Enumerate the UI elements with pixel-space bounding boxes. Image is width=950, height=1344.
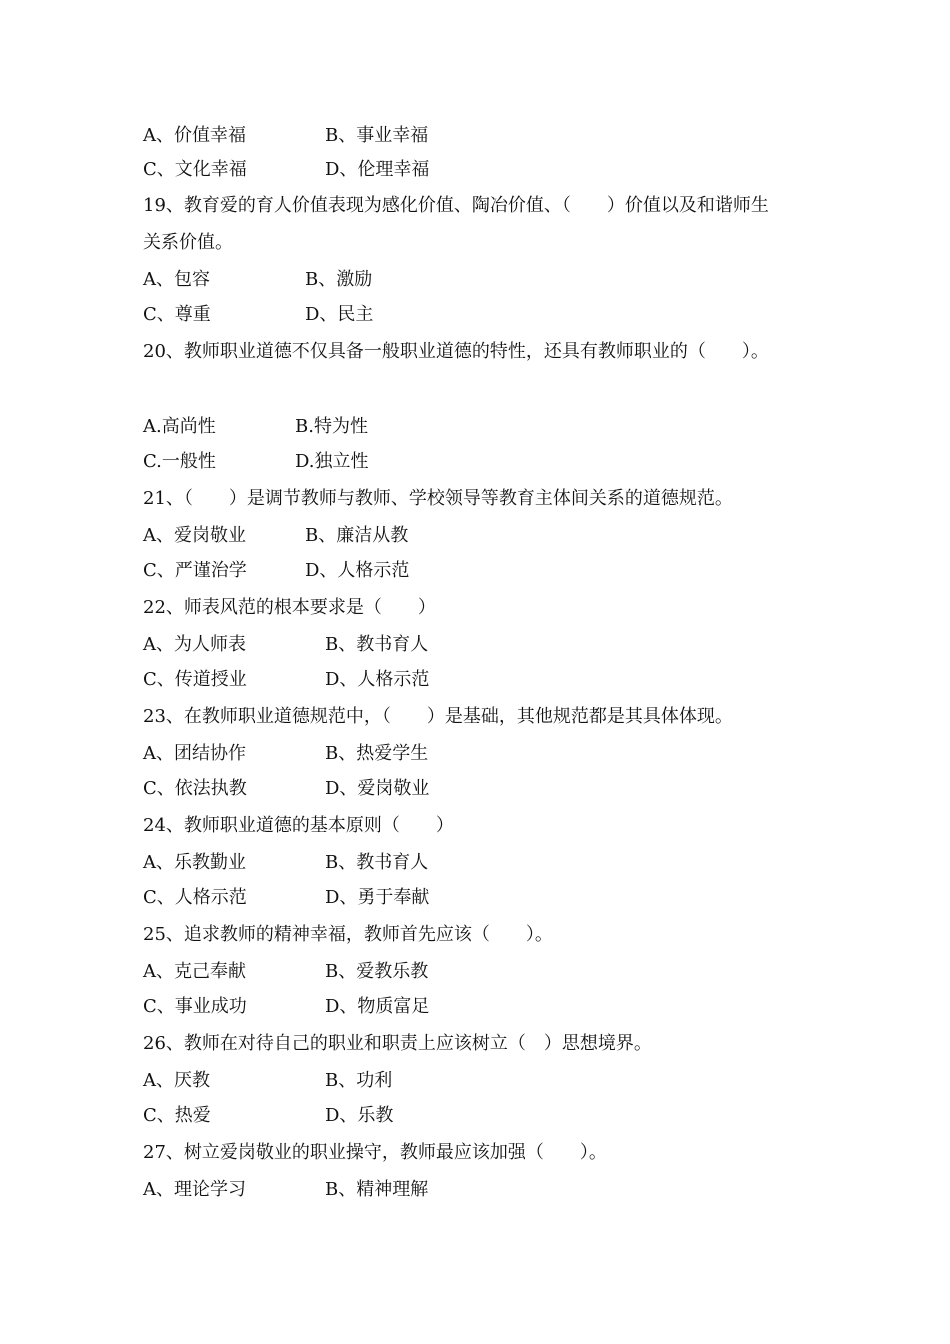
option-b: B、教书育人: [325, 852, 429, 873]
option-row: [143, 559, 409, 583]
option-c: C.一般性: [143, 451, 216, 472]
option-row: [143, 124, 428, 148]
option-b: B、激励: [305, 269, 373, 290]
option-d: D、爱岗敬业: [325, 778, 430, 799]
question-20: 20、教师职业道德不仅具备一般职业道德的特性，还具有教师职业的（ ）。: [143, 341, 769, 362]
question-24: 24、教师职业道德的基本原则（ ）: [143, 815, 454, 836]
option-row: [143, 1104, 393, 1128]
option-row: [143, 1178, 428, 1202]
option-c: C、热爱: [143, 1105, 211, 1126]
option-c: C、传道授业: [143, 669, 247, 690]
question-21: 21、（ ）是调节教师与教师、学校领导等教育主体间关系的道德规范。: [143, 488, 733, 509]
question-26: 26、教师在对待自己的职业和职责上应该树立（ ）思想境界。: [143, 1033, 652, 1054]
option-b: B、廉洁从教: [305, 525, 409, 546]
option-row: [143, 158, 429, 182]
option-row: [143, 886, 429, 910]
option-a: A、爱岗敬业: [143, 525, 246, 546]
option-a: A、团结协作: [143, 743, 246, 764]
option-row: [143, 303, 373, 327]
option-c: C、严谨治学: [143, 560, 247, 581]
option-c: C、文化幸福: [143, 159, 247, 180]
option-row: [143, 268, 372, 292]
question-27: 27、树立爱岗敬业的职业操守，教师最应该加强（ ）。: [143, 1142, 607, 1163]
option-c: C、事业成功: [143, 996, 247, 1017]
option-c: C、人格示范: [143, 887, 247, 908]
option-row: [143, 1069, 392, 1093]
option-d: D、人格示范: [305, 560, 410, 581]
option-b: B、事业幸福: [325, 125, 429, 146]
option-c: C、尊重: [143, 304, 211, 325]
option-b: B、精神理解: [325, 1179, 429, 1200]
option-b: B.特为性: [295, 416, 368, 437]
option-d: D、勇于奉献: [325, 887, 430, 908]
option-d: D.独立性: [295, 451, 369, 472]
option-b: B、爱教乐教: [325, 961, 429, 982]
option-a: A.高尚性: [143, 416, 216, 437]
option-row: [143, 524, 408, 548]
option-d: D、人格示范: [325, 669, 430, 690]
option-a: A、乐教勤业: [143, 852, 246, 873]
option-row: [143, 960, 428, 984]
option-row: [143, 742, 428, 766]
option-d: D、乐教: [325, 1105, 394, 1126]
option-row: [143, 777, 429, 801]
option-row: [143, 415, 368, 439]
option-row: [143, 851, 428, 875]
option-a: A、克己奉献: [143, 961, 246, 982]
question-19-continued: 关系价值。: [143, 232, 233, 253]
option-a: A、厌教: [143, 1070, 210, 1091]
option-c: C、依法执教: [143, 778, 247, 799]
option-a: A、为人师表: [143, 634, 246, 655]
option-a: A、理论学习: [143, 1179, 246, 1200]
question-22: 22、师表风范的根本要求是（ ）: [143, 597, 436, 618]
option-b: B、热爱学生: [325, 743, 429, 764]
option-row: [143, 995, 429, 1019]
option-d: D、民主: [305, 304, 374, 325]
option-a: A、包容: [143, 269, 210, 290]
question-25: 25、追求教师的精神幸福，教师首先应该（ ）。: [143, 924, 553, 945]
option-row: [143, 633, 428, 657]
option-d: D、伦理幸福: [325, 159, 430, 180]
option-b: B、教书育人: [325, 634, 429, 655]
option-b: B、功利: [325, 1070, 393, 1091]
option-row: [143, 668, 429, 692]
question-23: 23、在教师职业道德规范中，（ ）是基础，其他规范都是其具体体现。: [143, 706, 733, 727]
option-d: D、物质富足: [325, 996, 430, 1017]
question-19: 19、教育爱的育人价值表现为感化价值、陶冶价值、（ ）价值以及和谐师生: [143, 195, 769, 216]
option-row: [143, 450, 369, 474]
option-a: A、价值幸福: [143, 125, 246, 146]
